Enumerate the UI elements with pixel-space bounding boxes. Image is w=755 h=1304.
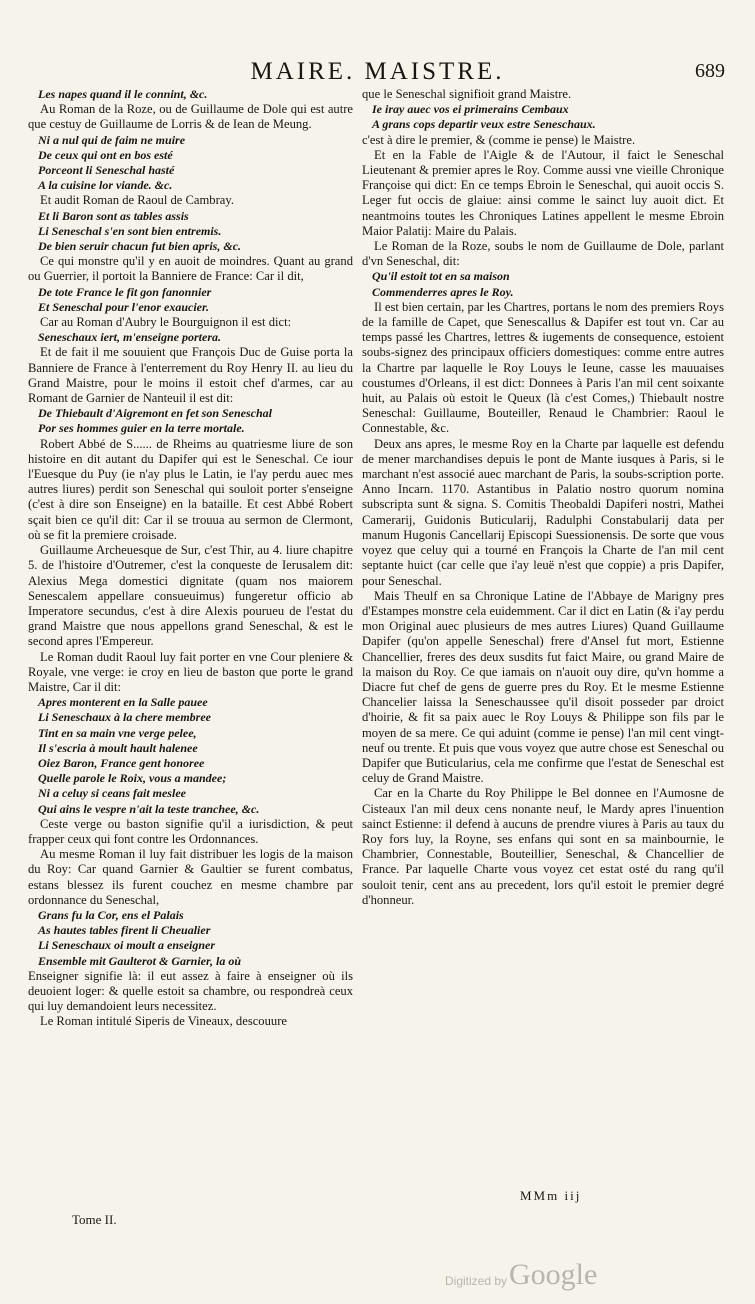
body-paragraph: Car au Roman d'Aubry le Bourguignon il est dict: [40, 315, 292, 330]
verse-line: Qu'il estoit tot en sa maison [372, 269, 510, 284]
verse-line: Ensemble mit Gaulterot & Garnier, la où [38, 953, 242, 968]
verse-line: Quelle parole le Roix, vous a mandee; [38, 771, 227, 786]
left-text-column [28, 87, 353, 1030]
body-paragraph: Et en la Fable de l'Aigle & de l'Autour, il faict le Seneschal Lieutenant & premier apres le Roy. Comme aussi vne vieille Chronique Françoise qui dict: En ce temps Ebroin le Seneschal, qui auoit occis S. Leger fut occis de glaiue: ainsi comme le sainct luy auoit dict. Et neantmoins toutes les Chroniques Latines appellent le mesme Ebroin Maior Palatij: Maire du Palais. [362, 147, 724, 238]
right-text-column [362, 87, 724, 908]
body-paragraph: Enseigner signifie là: il eut assez à faire à enseigner où ils deuoient loger: & quelle estoit sa chambre, ou respondreà ceux qui luy demandoient leurs necessitez. [28, 968, 353, 1014]
verse-line: Il s'escria à moult hault halenee [38, 740, 198, 755]
body-paragraph: Au mesme Roman il luy fait distribuer les logis de la maison du Roy: Car quand Garnier & Gaultier se furent combatus, estans blessez ils furent couchez en mesme chambre par ordonnance du Seneschal, [28, 847, 353, 907]
verse-block [38, 908, 353, 969]
verse-line: As hautes tables firent li Cheualier [38, 923, 211, 938]
verse-line: Oiez Baron, France gent honoree [38, 755, 205, 770]
body-paragraph: Le Roman intitulé Siperis de Vineaux, descouure [40, 1014, 287, 1029]
verse-line: Les napes quand il le connint, &c. [38, 87, 208, 101]
volume-label: Tome II. [72, 1212, 117, 1227]
verse-line: Seneschaux iert, m'enseigne portera. [38, 330, 222, 345]
google-logo: Google [509, 1258, 598, 1291]
body-paragraph: Ceste verge ou baston signifie qu'il a iurisdiction, & peut frapper ceux qui font contre les Ordonnances. [28, 816, 353, 846]
body-paragraph: Il est bien certain, par les Chartres, portans le nom des premiers Roys de la famille de Capet, que Senescallus & Dapifer est tout vn. Car au temps passé les Chartres, lettres & iugements de consequence, estoient soubs-signez des principaux officiers domestiques: comme entre autres la Chartre par laquelle le Roy Louys le Ieune, casse les mauuaises coustumes d'Orleans, il est dict: Donnees à Paris l'an mil cent soixante huit, au Palais où estoit le Queux (là c'est Comes,) Thiebault nostre Seneschal: Guillaume, Bouteiller, Renaud le Chambrier: Raoul le Connestable, &c. [362, 299, 724, 436]
verse-line: Apres monterent en la Salle pauee [38, 695, 208, 710]
verse-block [38, 330, 353, 345]
body-paragraph: Et audit Roman de Raoul de Cambray. [40, 193, 234, 208]
verse-block [372, 269, 724, 299]
verse-line: De tote France le fit gon fanonnier [38, 284, 212, 299]
verse-line: Et Seneschal pour l'enor exaucier. [38, 299, 210, 314]
verse-line: Ie iray auec vos ei primerains Cembaux [372, 102, 569, 117]
body-paragraph: Robert Abbé de S...... de Rheims au quatriesme liure de son histoire en dit autant du Dapifer qui est le Seneschal. Ce iour l'Euesque du Puy (ie n'ay plus le Latin, ie l'ay perdu auec mes autres liures) perdit son Seneschal qui souloit porter s'enseigne (c'est à dire son Enseigne) en la bataille. Et cest Abbé Robert sçait bien ce qu'il dit: Car il se trouua au sermon de Clermont, où se fit la premiere croisade. [28, 436, 353, 542]
verse-block [38, 406, 353, 436]
page-number: 689 [695, 60, 725, 82]
verse-line: A grans cops departir veux estre Seneschaux. [372, 117, 596, 132]
verse-block [38, 87, 353, 102]
body-paragraph: Le Roman dudit Raoul luy fait porter en vne Cour pleniere & Royale, vne verge: ie croy en lieu de baston que porte le grand Maistre, Car il dit: [28, 649, 353, 694]
digitized-by-label: Digitized by [445, 1274, 508, 1288]
body-paragraph: Au Roman de la Roze, ou de Guillaume de Dole qui est autre que cestuy de Guillaume de Lorris & de Iean de Meung. [28, 102, 353, 132]
body-paragraph: c'est à dire le premier, & (comme ie pense) le Maistre. [362, 132, 636, 147]
body-paragraph: Le Roman de la Roze, soubs le nom de Guillaume de Dole, parlant d'vn Seneschal, dit: [362, 239, 724, 269]
body-paragraph: Et de fait il me souuient que François Duc de Guise porta la Banniere de France à l'enterrement du Roy Henry II. au lieu du Grand Maistre, pour le moins il estoit chef d'armes, car au Romant de Garnier de Nanteuil il est dit: [28, 345, 353, 406]
verse-line: Grans fu la Cor, ens el Palais [38, 907, 184, 922]
body-paragraph: que le Seneschal signifioit grand Maistre. [362, 87, 572, 101]
verse-line: Li Seneschaux oi moult a enseigner [38, 938, 216, 953]
body-paragraph: Deux ans apres, le mesme Roy en la Charte par laquelle est defendu de mener marchandises depuis le pont de Mante iusques à Paris, si le marchant n'est associé auec marchant de Paris, la soubs-scription porte. Anno Incarn. 1170. Astantibus in Palatio nostro quorum nomina subscripta sunt & signa. S. Comitis Theobaldi Dapiferi nostri, Mathei Camerarij, Guidonis Buticularij, Radulphi Constabularij data per manum Hugonis Cancellarij Episcopi Suessionensis. De sorte que vous voyez que celuy qui a tourné en François la Charte de l'an mil cent septante huict (car celle que i'ay leuë n'est que coppie) a pris Dapifer, pour Seneschal. [362, 436, 724, 588]
verse-line: De Thiebault d'Aigremont en fet son Seneschal [38, 406, 273, 421]
verse-line: Et li Baron sont as tables assis [38, 208, 189, 223]
verse-line: De ceux qui ont en bos esté [38, 147, 173, 162]
verse-line: Ni a nul qui de faim ne muire [38, 132, 186, 147]
google-watermark [445, 1258, 705, 1294]
verse-line: De bien seruir chacun fut bien apris, &c. [38, 239, 242, 254]
verse-line: Por ses hommes guier en la terre mortale. [38, 421, 245, 436]
body-paragraph: Ce qui monstre qu'il y en auoit de moindres. Quant au grand ou Guerrier, il portoit la Banniere de France: Car il dit, [28, 254, 353, 284]
verse-line: A la cuisine lor viande. &c. [38, 178, 173, 193]
body-paragraph: Guillaume Archeuesque de Sur, c'est Thir, au 4. liure chapitre 5. de l'histoire d'Outremer, c'est la conqueste de Ierusalem dit: Alexius Mega domestici dignitate (quam nos maiorem Senescalem appellare consueuimus) fungeretur officio ab Imperatore secundus, c'est à dire Alexis pourueu de l'estat du grand Maistre que nous appellons grand Seneschal, & est le second apres l'Empereur. [28, 543, 353, 649]
signature-mark: MMm iij [520, 1188, 582, 1203]
page-header [30, 58, 725, 90]
verse-line: Commenderres apres le Roy. [372, 284, 514, 299]
verse-block [38, 695, 353, 817]
verse-line: Qui ains le vespre n'ait la teste tranchee, &c. [38, 801, 260, 816]
verse-line: Tint en sa main vne verge pelee, [38, 725, 197, 740]
verse-line: Ni a celuy si ceans fait meslee [38, 786, 186, 801]
verse-block [38, 285, 353, 315]
verse-block [38, 133, 353, 194]
body-paragraph: Mais Theulf en sa Chronique Latine de l'Abbaye de Marigny pres d'Estampes monstre cela euidemment. Car il dict en Latin (& i'ay perdu mon Original auec plusieurs de mes autres Liures) Quand Guillaume Dapifer (qu'on appelle Seneschal) frere d'Ansel fut mort, Estienne Chancellier, freres des deux susdits fut faict Maire, ou grand Maire de la maison du Roy. Ce que iamais on n'auoit ouy dire, qu'vn homme a Diacre fut chef de gens de guerre pres du Roy. Et le mesme Estienne Chancelier laissa la Seneschaussee qu'il disoit posseder par droict d'hoirie, & fit sa paix auec le Roy Louys & Philippe son fils par le moyen de sa mere. Ce qui aduint (comme ie pense) l'an mil cent vingt-neuf ou trente. Et puis que vous voyez que autre chose est Seneschal ou Dapifer que Buticularius, cela me confirme que l'estat de Seneschal est celuy de Grand Maistre. [362, 588, 724, 786]
verse-line: Li Seneschaux à la chere membree [38, 710, 211, 725]
verse-line: Porceont li Seneschal hasté [38, 163, 175, 178]
verse-block [372, 102, 724, 132]
verse-line: Li Seneschal s'en sont bien entremis. [38, 223, 222, 238]
body-paragraph: Car en la Charte du Roy Philippe le Bel donnee en l'Aumosne de Cisteaux l'an mil deux cens nonante neuf, le Mardy apres l'inuention sainct Estienne: il defend à aucuns de prendre viures à Paris au taux du Roy fors luy, la Royne, ses enfans qui sont en sa mainbournie, le Chambrier, Connestable, Bouteillier, Seneschal, & Chancellier de France. Par laquelle Charte vous voyez cet estat osté du rang qu'il souloit tenir, cent ans au precedent, lors qu'il estoit le premier degré d'honneur. [362, 786, 724, 907]
verse-block [38, 209, 353, 255]
running-title: MAIRE. MAISTRE. [250, 58, 505, 85]
